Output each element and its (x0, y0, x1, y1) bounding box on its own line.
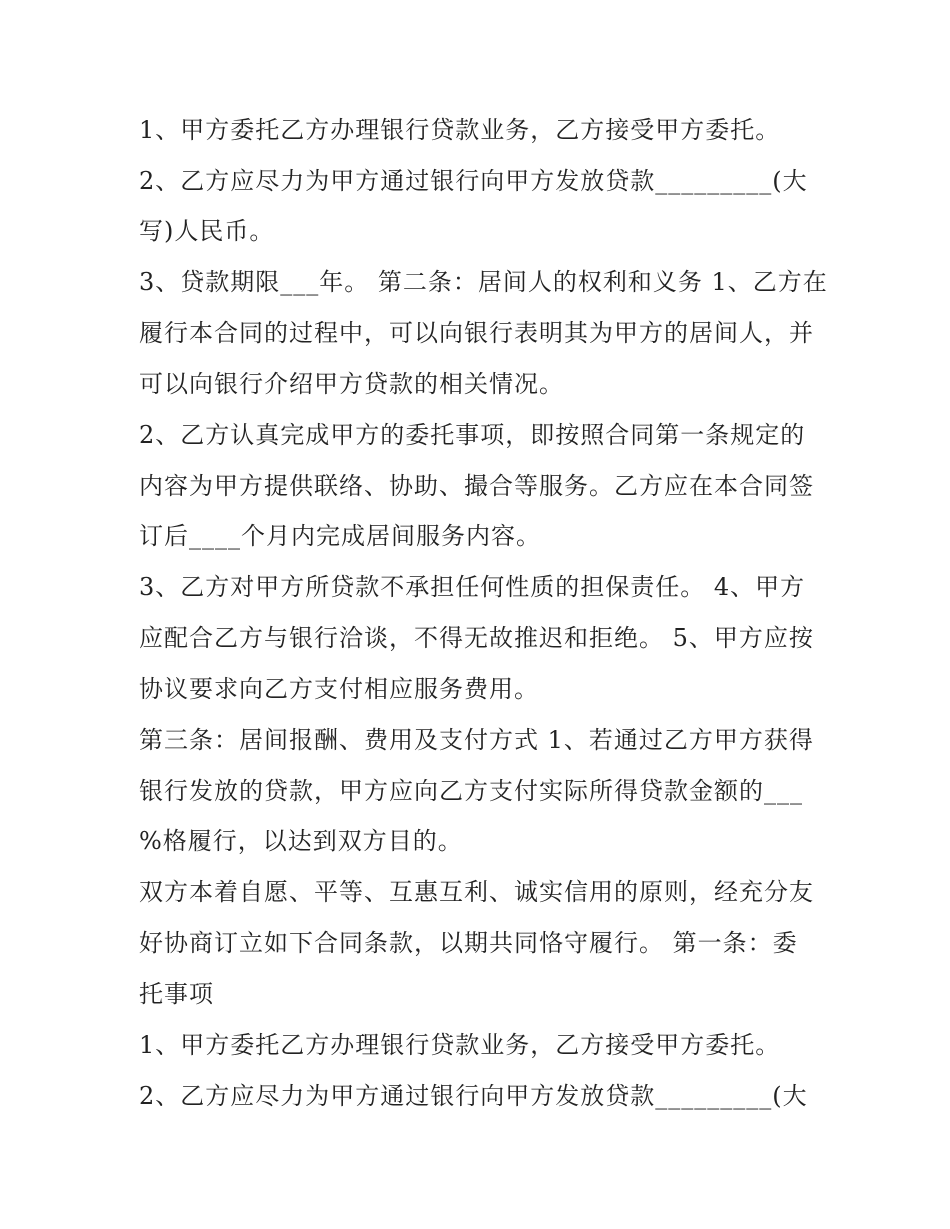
text-line: 1、甲方委托乙方办理银行贷款业务，乙方接受甲方委托。 (139, 116, 781, 144)
text-line: 双方本着自愿、平等、互惠互利、诚实信用的原则，经充分友 (139, 878, 814, 906)
text-line: 2、乙方应尽力为甲方通过银行向甲方发放贷款_________(大 (139, 1082, 808, 1110)
text-line: 2、乙方认真完成甲方的委托事项，即按照合同第一条规定的 (139, 421, 806, 449)
text-line: 第三条：居间报酬、费用及支付方式 1、若通过乙方甲方获得 (139, 726, 814, 754)
text-line: 3、贷款期限___年。 第二条：居间人的权利和义务 1、乙方在 (139, 268, 828, 296)
text-line: 可以向银行介绍甲方贷款的相关情况。 (139, 370, 564, 398)
text-line: 1、甲方委托乙方办理银行贷款业务，乙方接受甲方委托。 (139, 1031, 781, 1059)
text-line: 好协商订立如下合同条款，以期共同恪守履行。 第一条：委 (139, 929, 798, 957)
text-line: 银行发放的贷款，甲方应向乙方支付实际所得贷款金额的___ (139, 777, 803, 805)
text-line: 3、乙方对甲方所贷款不承担任何性质的担保责任。 4、甲方 (139, 573, 806, 601)
text-line: %格履行，以达到双方目的。 (139, 827, 463, 855)
text-line: 2、乙方应尽力为甲方通过银行向甲方发放贷款_________(大 (139, 167, 808, 195)
text-line: 托事项 (139, 980, 214, 1008)
text-line: 订后____个月内完成居间服务内容。 (139, 522, 541, 550)
text-line: 写)人民币。 (139, 217, 275, 245)
text-line: 履行本合同的过程中，可以向银行表明其为甲方的居间人，并 (139, 319, 814, 347)
text-line: 内容为甲方提供联络、协助、撮合等服务。乙方应在本合同签 (139, 472, 814, 500)
text-line: 协议要求向乙方支付相应服务费用。 (139, 675, 539, 703)
text-line: 应配合乙方与银行洽谈，不得无故推迟和拒绝。 5、甲方应按 (139, 624, 814, 652)
